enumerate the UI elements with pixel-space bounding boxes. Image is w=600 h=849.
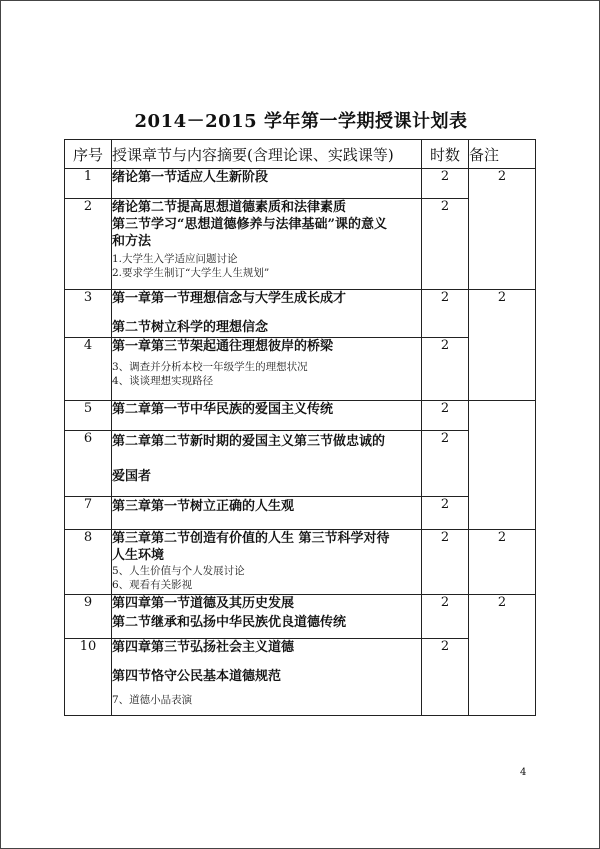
row-number: 3 [65,290,112,338]
content-line: 第三章第一节树立正确的人生观 [112,499,295,514]
header-row [65,140,536,169]
row-hours: 2 [422,497,469,530]
row-number: 9 [65,595,112,639]
row-content [112,497,422,530]
table-row [65,199,536,290]
content-line: 第四节恪守公民基本道德规范 [112,669,282,684]
content-line: 第二章第一节中华民族的爱国主义传统 [112,402,334,417]
table-row [65,595,536,639]
activity-line: 4、谈谈理想实现路径 [112,375,214,387]
table-row [65,401,536,431]
content-line: 绪论第二节提高思想道德素质和法律素质 [112,200,347,215]
table-row [65,169,536,199]
content-line: 绪论第一节适应人生新阶段 [112,170,269,185]
row-content [112,199,422,290]
row-content [112,169,422,199]
row-number: 1 [65,169,112,199]
activity-line: 2.要求学生制订“大学生人生规划” [112,267,270,279]
row-note: 2 [469,169,536,290]
activity-line: 7、道德小品表演 [112,694,193,706]
content-line: 第四章第一节道德及其历史发展 [112,596,295,611]
row-content [112,401,422,431]
row-hours: 2 [422,290,469,338]
table-row [65,497,536,530]
content-line: 第三章第二节创造有价值的人生 第三节科学对待 [112,531,390,546]
row-number: 5 [65,401,112,431]
row-number: 6 [65,431,112,497]
row-hours: 2 [422,338,469,401]
row-content [112,290,422,338]
row-hours: 2 [422,431,469,497]
content-line: 第四章第三节弘扬社会主义道德 [112,640,295,655]
content-line: 第一章第三节架起通往理想彼岸的桥梁 [112,339,334,354]
content-line: 人生环境 [112,548,165,563]
row-hours: 2 [422,169,469,199]
row-hours: 2 [422,639,469,716]
content-line: 第二章第二节新时期的爱国主义第三节做忠诚的 [112,434,386,449]
row-note: 2 [469,290,536,401]
table-row [65,338,536,401]
row-content [112,431,422,497]
header-hours: 时数 [422,140,469,169]
content-line: 和方法 [112,234,152,249]
row-number: 10 [65,639,112,716]
table-row [65,639,536,716]
activity-line: 3、调查并分析本校一年级学生的理想状况 [112,361,308,373]
page-number: 4 [520,767,527,778]
activity-line: 5、人生价值与个人发展讨论 [112,565,245,577]
activity-line: 6、观看有关影视 [112,579,193,591]
header-no: 序号 [65,140,112,169]
row-number: 2 [65,199,112,290]
row-hours: 2 [422,530,469,595]
row-content [112,595,422,639]
header-content: 授课章节与内容摘要(含理论课、实践课等) [112,140,422,169]
table-row [65,290,536,338]
row-hours: 2 [422,199,469,290]
content-line: 爱国者 [112,469,152,484]
row-hours: 2 [422,595,469,639]
content-line: 第二节树立科学的理想信念 [112,320,269,335]
header-note: 备注 [469,140,536,169]
row-number: 7 [65,497,112,530]
row-note [469,401,536,530]
content-line: 第三节学习“思想道德修养与法律基础”课的意义 [112,217,387,232]
row-number: 8 [65,530,112,595]
row-number: 4 [65,338,112,401]
row-hours: 2 [422,401,469,431]
row-content [112,530,422,595]
content-line: 第二节继承和弘扬中华民族优良道德传统 [112,615,347,630]
page-title: 2014－2015 学年第一学期授课计划表 [134,111,468,132]
content-line: 第一章第一节理想信念与大学生成长成才 [112,291,347,306]
table-row [65,431,536,497]
teaching-plan-table [64,139,536,716]
row-note: 2 [469,530,536,595]
row-note: 2 [469,595,536,716]
row-content [112,639,422,716]
table-row [65,530,536,595]
row-content [112,338,422,401]
activity-line: 1.大学生入学适应问题讨论 [112,253,238,265]
